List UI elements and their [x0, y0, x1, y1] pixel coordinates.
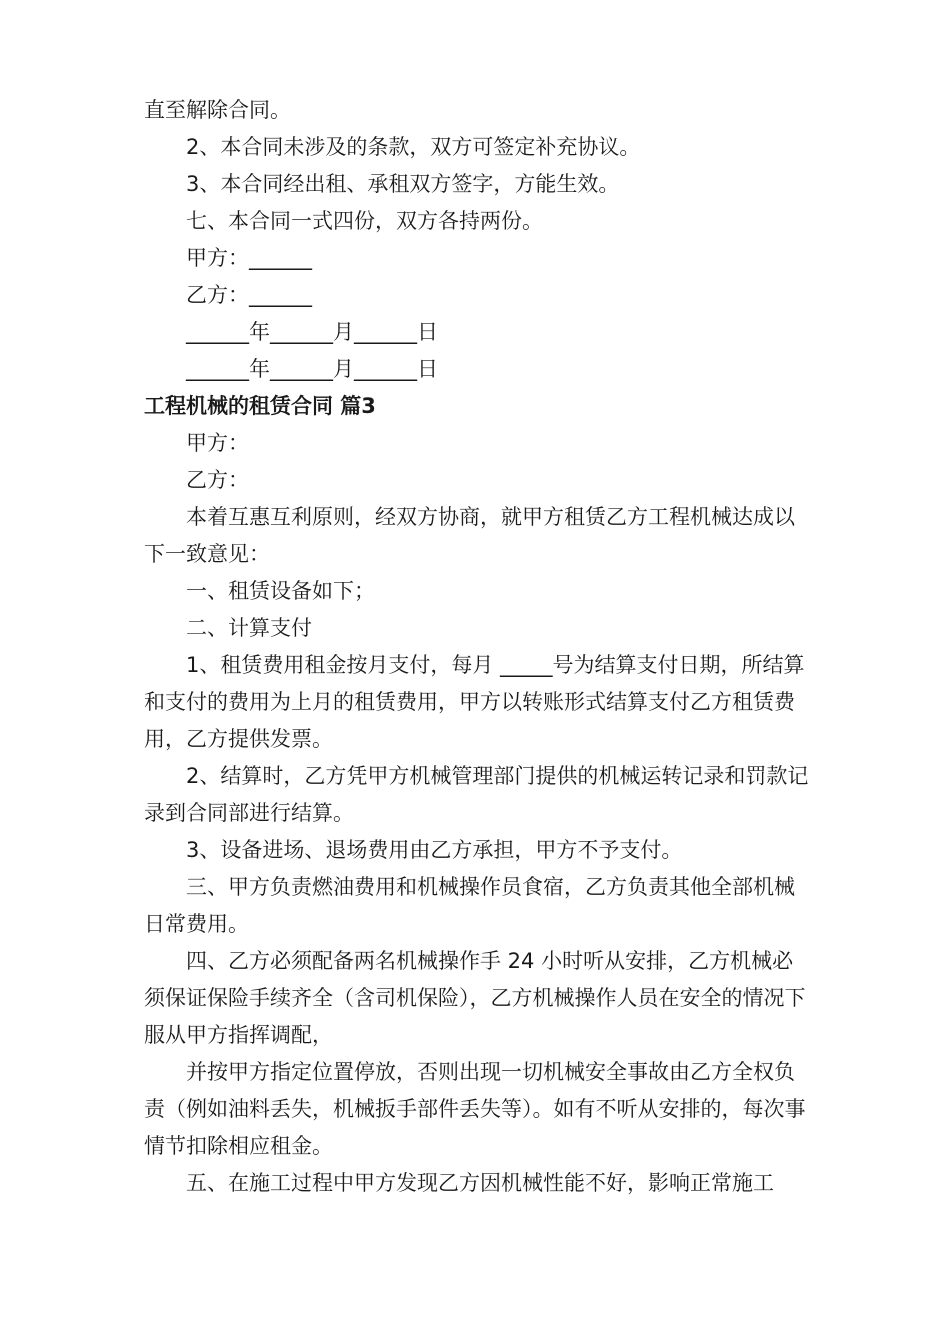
date-line: ______年______月______日 [186, 357, 438, 381]
paragraph: 四、乙方必须配备两名机械操作手 24 小时听从安排，乙方机械必须保证保险手续齐全（含司机保险），乙方机械操作人员在安全的情况下服从甲方指挥调配， [144, 949, 806, 1047]
party-a-signature-line: 甲方：______ [186, 246, 312, 270]
document-body [144, 92, 814, 1202]
paragraph: 3、设备进场、退场费用由乙方承担，甲方不予支付。 [186, 838, 683, 862]
paragraph: 直至解除合同。 [144, 98, 291, 122]
paragraph: 二、计算支付 [186, 616, 312, 640]
paragraph: 本着互惠互利原则，经双方协商，就甲方租赁乙方工程机械达成以下一致意见： [144, 505, 795, 566]
paragraph: 1、租赁费用租金按月支付，每月 _____号为结算支付日期，所结算和支付的费用为上月的租赁费用，甲方以转账形式结算支付乙方租赁费用，乙方提供发票。 [144, 653, 805, 751]
paragraph: 2、本合同未涉及的条款，双方可签定补充协议。 [186, 135, 641, 159]
party-b-label: 乙方： [186, 468, 249, 492]
party-a-label: 甲方： [186, 431, 249, 455]
paragraph: 2、结算时，乙方凭甲方机械管理部门提供的机械运转记录和罚款记录到合同部进行结算。 [144, 764, 809, 825]
section-heading: 工程机械的租赁合同 篇3 [144, 394, 376, 418]
party-b-signature-line: 乙方：______ [186, 283, 312, 307]
paragraph: 五、在施工过程中甲方发现乙方因机械性能不好，影响正常施工 [186, 1171, 774, 1195]
paragraph: 3、本合同经出租、承租双方签字，方能生效。 [186, 172, 620, 196]
paragraph: 并按甲方指定位置停放，否则出现一切机械安全事故由乙方全权负责（例如油料丢失，机械扳手部件丢失等）。如有不听从安排的，每次事情节扣除相应租金。 [144, 1060, 806, 1158]
paragraph: 一、租赁设备如下； [186, 579, 375, 603]
paragraph: 七、本合同一式四份，双方各持两份。 [186, 209, 543, 233]
paragraph: 三、甲方负责燃油费用和机械操作员食宿，乙方负责其他全部机械日常费用。 [144, 875, 795, 936]
date-line: ______年______月______日 [186, 320, 438, 344]
